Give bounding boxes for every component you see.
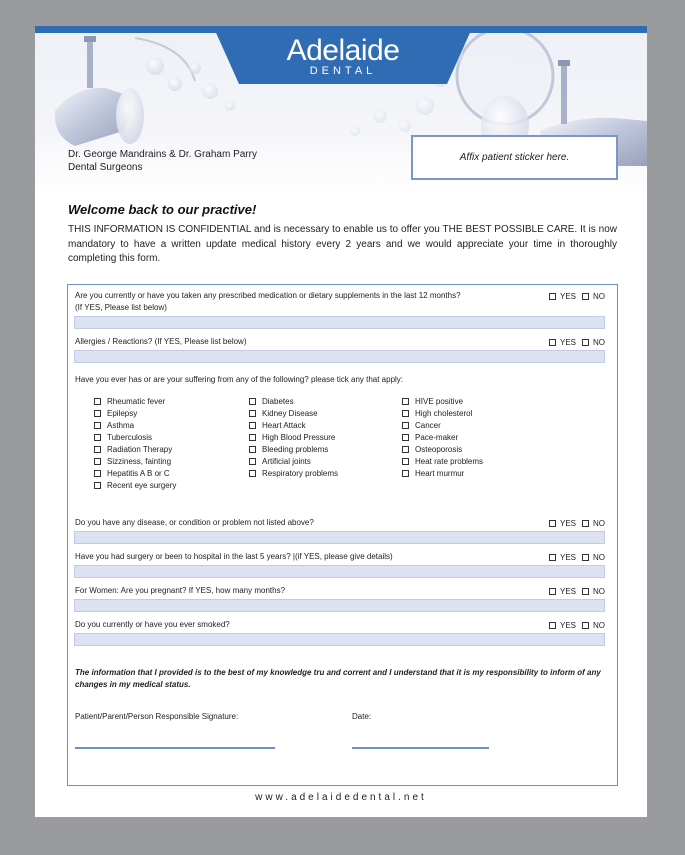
logo-subtitle: DENTAL (309, 65, 377, 77)
condition-checkbox[interactable] (249, 422, 256, 429)
question-smoked: Do you currently or have you ever smoked? (75, 620, 230, 629)
practitioners-block (68, 148, 257, 174)
condition-checkbox[interactable] (94, 422, 101, 429)
condition-item[interactable]: Recent eye surgery (94, 479, 176, 491)
smoked-input[interactable] (74, 633, 605, 646)
conditions-column-2 (249, 395, 338, 479)
condition-item[interactable]: High cholesterol (402, 407, 483, 419)
condition-checkbox[interactable] (249, 446, 256, 453)
condition-item[interactable]: Hepatitis A B or C (94, 467, 176, 479)
condition-checkbox[interactable] (94, 458, 101, 465)
condition-checkbox[interactable] (94, 446, 101, 453)
yes-no-medication: YES NO (545, 292, 605, 301)
yes-no-other-disease: YES NO (545, 519, 605, 528)
condition-checkbox[interactable] (249, 398, 256, 405)
website-footer: www.adelaidedental.net (255, 792, 427, 803)
condition-checkbox[interactable] (249, 434, 256, 441)
medication-input[interactable] (74, 316, 605, 329)
condition-item[interactable]: Heat rate problems (402, 455, 483, 467)
condition-checkbox[interactable] (94, 482, 101, 489)
condition-checkbox[interactable] (402, 458, 409, 465)
checkbox-no[interactable] (582, 588, 589, 595)
yes-no-pregnant: YES NO (545, 587, 605, 596)
condition-item[interactable]: Bleeding problems (249, 443, 338, 455)
condition-item[interactable]: High Blood Pressure (249, 431, 338, 443)
yes-no-surgery: YES NO (545, 553, 605, 562)
condition-checkbox[interactable] (94, 470, 101, 477)
checkbox-yes[interactable] (549, 588, 556, 595)
yes-no-allergies: YES NO (545, 338, 605, 347)
checkbox-no[interactable] (582, 554, 589, 561)
condition-item[interactable]: Epilepsy (94, 407, 176, 419)
checkbox-no[interactable] (582, 339, 589, 346)
other-disease-input[interactable] (74, 531, 605, 544)
patient-sticker-box[interactable] (411, 135, 618, 180)
checkbox-yes[interactable] (549, 520, 556, 527)
condition-checkbox[interactable] (94, 434, 101, 441)
logo-wordmark: Adelaide (286, 34, 400, 67)
condition-item[interactable]: Tuberculosis (94, 431, 176, 443)
condition-checkbox[interactable] (402, 422, 409, 429)
welcome-heading: Welcome back to our practive! (68, 202, 257, 217)
date-line[interactable] (352, 747, 489, 749)
condition-item[interactable]: Cancer (402, 419, 483, 431)
conditions-column-3 (402, 395, 483, 479)
yes-no-smoked: YES NO (545, 621, 605, 630)
checkbox-no[interactable] (582, 622, 589, 629)
checkbox-yes[interactable] (549, 622, 556, 629)
condition-item[interactable]: Sizziness, fainting (94, 455, 176, 467)
condition-item[interactable]: Heart murmur (402, 467, 483, 479)
surgery-input[interactable] (74, 565, 605, 578)
practitioner-title: Dental Surgeons (68, 162, 143, 173)
intro-paragraph: THIS INFORMATION IS CONFIDENTIAL and is necessary to enable us to offer you THE BEST POSSIBLE CARE. It is now mandatory to have a written update medical history every 2 years and we would appreciate your time in thoroughly completing this form. (68, 224, 617, 264)
pregnant-input[interactable] (74, 599, 605, 612)
checkbox-yes[interactable] (549, 339, 556, 346)
question-medication: Are you currently or have you taken any prescribed medication or dietary supplements in the last 12 months? (If YES, Please list below) (75, 291, 461, 312)
form-page (35, 26, 647, 817)
practitioner-names: Dr. George Mandrains & Dr. Graham Parry (68, 149, 257, 160)
condition-item[interactable]: Diabetes (249, 395, 338, 407)
condition-item[interactable]: Pace-maker (402, 431, 483, 443)
condition-checkbox[interactable] (249, 410, 256, 417)
question-other-disease: Do you have any disease, or condition or problem not listed above? (75, 518, 314, 527)
date-label: Date: (352, 712, 372, 721)
checkbox-no[interactable] (582, 520, 589, 527)
condition-checkbox[interactable] (94, 410, 101, 417)
condition-checkbox[interactable] (402, 446, 409, 453)
declaration-text: The information that I provided is to the best of my knowledge tru and corrent and I understand that it is my responsibility to inform of any changes in my medical status. (75, 668, 601, 689)
condition-checkbox[interactable] (402, 470, 409, 477)
checkbox-yes[interactable] (549, 293, 556, 300)
condition-item[interactable]: Heart Attack (249, 419, 338, 431)
condition-checkbox[interactable] (249, 458, 256, 465)
condition-item[interactable]: Asthma (94, 419, 176, 431)
condition-item[interactable]: HIVE positive (402, 395, 483, 407)
condition-item[interactable]: Rheumatic fever (94, 395, 176, 407)
condition-item[interactable]: Respiratory problems (249, 467, 338, 479)
question-allergies: Allergies / Reactions? (If YES, Please list below) (75, 337, 247, 346)
question-surgery: Have you had surgery or been to hospital in the last 5 years? |(if YES, please give details) (75, 552, 393, 561)
signature-line[interactable] (75, 747, 275, 749)
condition-checkbox[interactable] (402, 434, 409, 441)
allergies-input[interactable] (74, 350, 605, 363)
condition-item[interactable]: Osteoporosis (402, 443, 483, 455)
condition-item[interactable]: Kidney Disease (249, 407, 338, 419)
condition-item[interactable]: Artificial joints (249, 455, 338, 467)
patient-sticker-label: Affix patient sticker here. (459, 152, 570, 163)
condition-checkbox[interactable] (249, 470, 256, 477)
signature-label: Patient/Parent/Person Responsible Signature: (75, 712, 239, 721)
checkbox-yes[interactable] (549, 554, 556, 561)
condition-checkbox[interactable] (402, 410, 409, 417)
condition-checkbox[interactable] (402, 398, 409, 405)
condition-item[interactable]: Radiation Therapy (94, 443, 176, 455)
checkbox-no[interactable] (582, 293, 589, 300)
condition-checkbox[interactable] (94, 398, 101, 405)
medical-history-form (67, 284, 618, 786)
question-conditions: Have you ever has or are your suffering from any of the following? please tick any that apply: (75, 375, 404, 384)
conditions-column-1 (94, 395, 176, 491)
question-pregnant: For Women: Are you pregnant? If YES, how many months? (75, 586, 286, 595)
